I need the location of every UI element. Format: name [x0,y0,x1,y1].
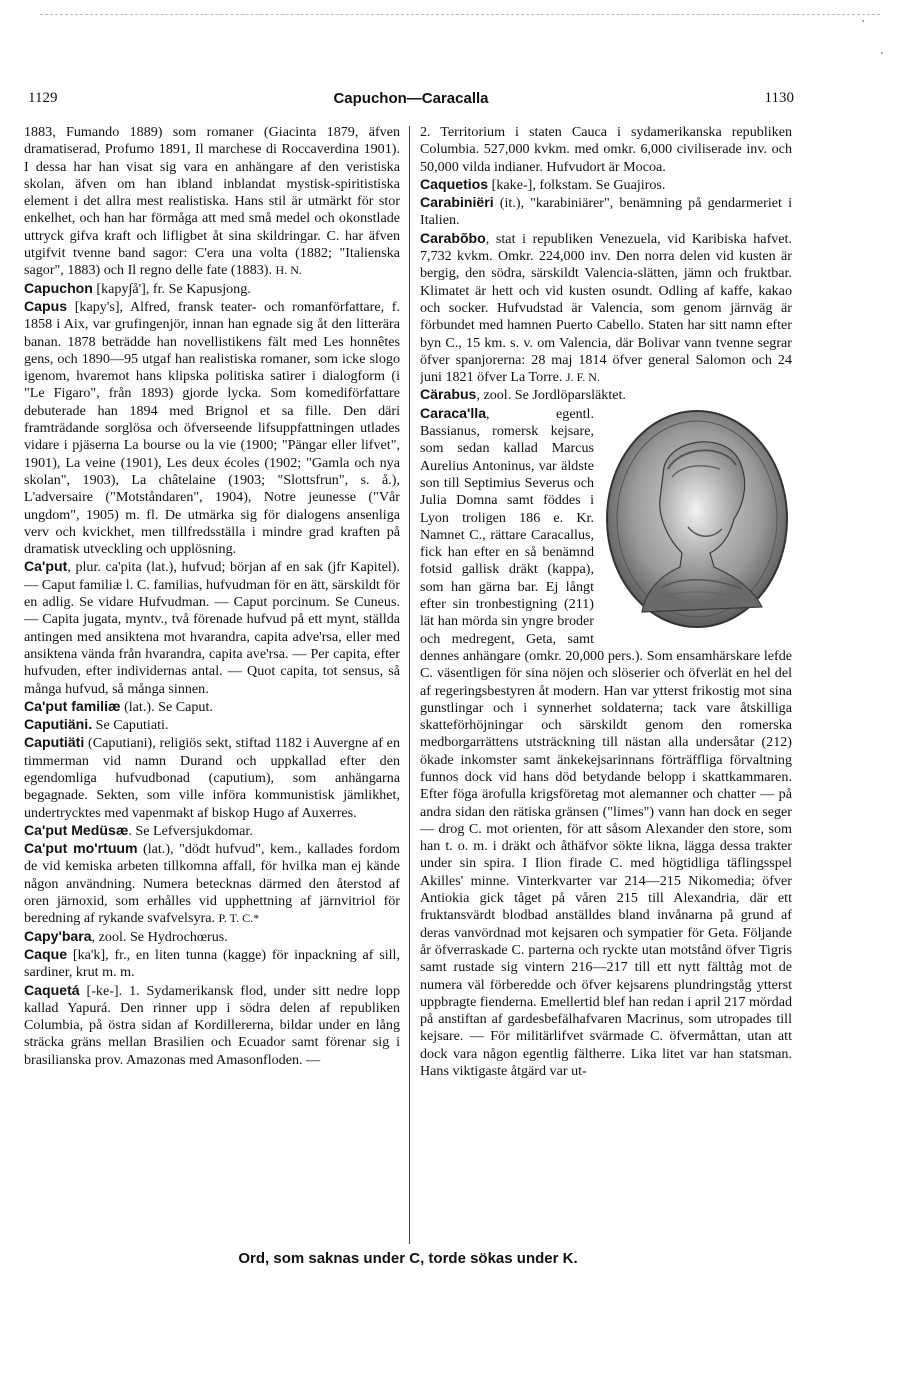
entry-caque: Caque [ka'k], fr., en liten tunna (kagge) för inpackning af sill, sardiner, krut m. m. [24,945,400,981]
page-number-right: 1130 [764,90,794,106]
entry-headword: Ca'put Medüsæ [24,821,129,838]
entry-caputiani: Caputiäni. Se Caputiati. [24,716,169,734]
entry-headword: Caquetios [420,175,489,192]
entry-headword: Caque [24,945,68,962]
entry-capus: Capus [kapy's], Alfred, fransk teater- och romanförfattare, f. 1858 i Aix, var grufingenjör, innan han egnade sig åt den litterära banan. 1878 beträdde han novellistikens fält med Les honnêtes gens, och 1890—95 utgaf han realistiska romaner, som icke slogo igenom, hvaremot hans klipska politiska satirer i dialogform (i "Le Figaro", från 1893) gjorde lycka. Som komediförfattare debuterade han 1894 med Brignol et sa fille. Den däri framträdande sorglösa och öfverseende lifsuppfattningen utlades vidare i pjäserna La bourse ou la vie (1900; "Pängar eller lifvet", 1901), La veine (1901), Les deux écoles (1902; "Gamla och nya skolan", 1903), La châtelaine (1903; "Slottsfrun", s. å.), L'adversaire ("Motståndaren", 1904), Notre jeunesse ("Vår ungdom", 1905) m. fl. De utmärka sig för dialogens ansenliga verv och kvickhet, men tillfredsställa i mindre grad kraften på dramatisk utveckling och upplösning. [24,297,400,558]
entry-caputiati: Caputiäti (Caputiani), religiös sekt, stiftad 1182 i Auvergne af en timmerman vid namn Durand och uppkallad efter den egendomliga hufvudbonad (caputium), som anhängarna begagnade. Sekten, som ville införa kommunistisk jämlikhet, undertrycktes med vapenmakt af biskop Hugo af Auxerres. [24,734,400,821]
entry-headword: Caquetá [24,981,80,998]
entry-headword: Caraca'lla [420,404,487,421]
left-column [24,124,400,1246]
entry-carabinieri: Carabiniëri (it.), "karabiniärer", benämning på gendarmeriet i Italien. [420,194,792,229]
speck [881,52,883,54]
entry-headword: Capus [24,297,68,314]
entry-verga-continuation: 1883, Fumando 1889) som romaner (Giacinta 1879, äfven dramatiserad, Profumo 1891, Il marchese di Roccaverdina 1901). I dessa har han visat sig vara en anhängare af den veristiska skolan, äfven om han ibland inblandat mystisk-spiritistiska element i det allra mest realistiska. Hans stil är utmärkt för stor enkelhet, och han har förmåga att med små medel och okonstlade uttryck gifva kraft och lifligbet åt sina skildringar. C. har äfven utgifvit tvenne band sagor: C'era una volta (1882; "Italienska sagor", 1883) och Il regno delle fate (1883). H. N. [24,124,400,279]
entry-carabus: Cärabus, zool. Se Jordlöparsläktet. [420,386,626,404]
right-column [420,124,792,1246]
page-header [28,90,794,114]
entry-headword: Capy'bara [24,927,92,944]
entry-caqueta-territory: 2. Territorium i staten Cauca i sydamerikanska republiken Columbia. 527,000 kvkm. med omkr. 6,000 civiliserade inv. och 50,000 vilda indianer. Hufvudort är Mocoa. [420,124,792,175]
signature: P. T. C.* [218,911,260,926]
entry-caput-mortuum: Ca'put mo'rtuum (lat.), "dödt hufvud", kem., kallades fordom de vid kemiska arbeten tillkomna affall, för hvilka man ej kände någon användning. Numera betecknas därmed den återstod af oren järnoxid, som erhålles vid upphettning af järnvitriol för beredning af rykande svafvelsyra. P. T. C.* [24,840,400,927]
entry-headword: Ca'put familiæ [24,697,121,714]
signature: H. N. [275,263,302,278]
page-number-left: 1129 [28,90,58,106]
entry-caracalla: Caraca'lla, egentl. Bassianus, romersk kejsare, som sedan kallad Marcus Aurelius Antoninus, var äldste son till Septimius Severus och Julia Domna samt föddes i Lyon troligen 186 e. Kr. Namnet C., rättare Caracallus, fick han efter en så benämnd fotsid gallisk dräkt (kappa), som han gärna bar. Ej långt efter sin tronbestigning (211) lät han mörda sin yngre broder och medregent, Geta, samt dennes anhängare (omkr. 20,000 pers.). Som ensamhärskare lefde C. väsentligen för sina nöjen och slöserier och öfverlät en hel del af regeringsbestyren åt modern. Han var ytterst frikostig mot sina gunstlingar och i synnerhet soldaterna; tack vare åtskilliga skatteförhöjningar och särskildt genom den romerska medborgarrättens utsträckning till nästan alla undersåtar (212) ökade inkomster samt änkekejsarinnans förträffliga förvaltning funnos dock vid hans död betydande belopp i skattkammaren. Efter föga ärofulla krigsföretag mot alemanner och chatter — på andra sidan den rätiska gränsen ("limes") vann han dock en seger — drog C. mot orienten, för att såsom Alexander den store, som han t. o. m. i dräkt och åthäfvor sökte likna, lägga dessa trakter under sin spira. I Ilion firade C. med högtidliga täflingsspel Akilles' minne. Vinterkvarter var 214—215 Nikomedia; öfver Antiokia gick tåget på våren 215 till Alexandria, där ett fruktansvärdt blodbad anställdes bland invånarna på grund af deras vanvördnad mot kejsaren och sympatier för Geta. Följande år öfverraskade C. parterna och ryckte utan motstånd öfver Tigris samt rustade sig vintern 216—217 till ett nytt fälttåg mot de numera väl förberedde och öfver kejsarens plundringståg ytterst uppbragte fienderna. Emellertid blef han redan i april 217 mördad på anstiftan af gardesbefälhafvaren Macrinus, som utropades till kejsare. — För militärlifvet svärmade C. öfvermåttan, utan att dock vara någon egentlig fältherre. Lika litet var han statsman. Hans viktigaste åtgärd var ut- [420,404,792,1080]
entry-headword: Caputiäti [24,734,85,751]
speck [862,20,864,22]
entry-caquetios: Caquetios [kake-], folkstam. Se Guajiros. [420,175,666,193]
coin-portrait-svg [602,407,792,632]
entry-headword: Carabiniëri [420,194,494,211]
entry-headword: Ca'put mo'rtuum [24,840,138,857]
entry-capybara: Capy'bara, zool. Se Hydrochœrus. [24,927,228,945]
entry-headword: Capuchon [24,279,93,296]
entry-capuchon: Capuchon [kapy∫å'], fr. Se Kapusjong. [24,279,251,297]
entry-caput-familiae: Ca'put familiæ (lat.). Se Caput. [24,697,213,715]
page-title: Capuchon—Caracalla [333,90,489,107]
entry-caqueta: Caquetá [-ke-]. 1. Sydamerikansk flod, under sitt nedre lopp kallad Yapurá. Den rinner upp i södra delen af republiken Columbia, på östra sidan af Kordillererna, bildar under en lång sträcka gräns mellan Brasilien och Ecuador samt förenar sig i brasilianska prov. Amazonas med Amasonfloden. — [24,981,400,1068]
entry-headword: Caputiäni. [24,716,93,733]
entry-headword: Ca'put [24,558,68,575]
entry-caput: Ca'put, plur. ca'pita (lat.), hufvud; början af en sak (jfr Kapitel). — Caput familiæ l. C. familias, hufvudman för en ätt, särskildt för en adlig. Se vidare Hufvudman. — Caput porcinum. Se Cuneus. — Capita jugata, myntv., två förenade hufvud på ett mynt, ställda antingen med ansiktena mot hvarandra, capita adve'rsa, eller med ansiktena vända från hvarandra, capita ave'rsa. — Per capita, efter hufvuden, efter individernas antal. — Quot capita, tot sensus, så många hufvud, så många sinnen. [24,558,400,697]
entry-headword: Carabõbo [420,229,486,246]
caracalla-coin-portrait-icon [602,407,792,632]
column-divider [409,126,410,1244]
top-dashed-line [40,14,880,15]
signature: J. F. N. [565,370,600,385]
entry-caput-medusae: Ca'put Medüsæ. Se Lefversjukdomar. [24,821,253,839]
footer-note: Ord, som saknas under C, torde sökas under K. [238,1250,578,1267]
entry-headword: Cärabus [420,386,477,403]
entry-carabobo: Carabõbo, stat i republiken Venezuela, vid Karibiska hafvet. 7,732 kvkm. Omkr. 224,000 inv. Den norra delen vid kusten är bergig, den södra, särskildt Valencia-slätten, jämn och fruktbar. Klimatet är hett och vid kusten osundt. Odling af kaffe, kakao och socker. Hufvudstad är Valencia, som genom järnväg är förbundet med hamnen Puerto Cabello. Staten har sitt namn efter byn C., 15 km. s. v. om Valencia, där Bolivar vann tvenne segrar öfver spanjorerna: 28 maj 1814 öfver general Salomon och 24 juni 1821 öfver La Torre. J. F. N. [420,229,792,386]
